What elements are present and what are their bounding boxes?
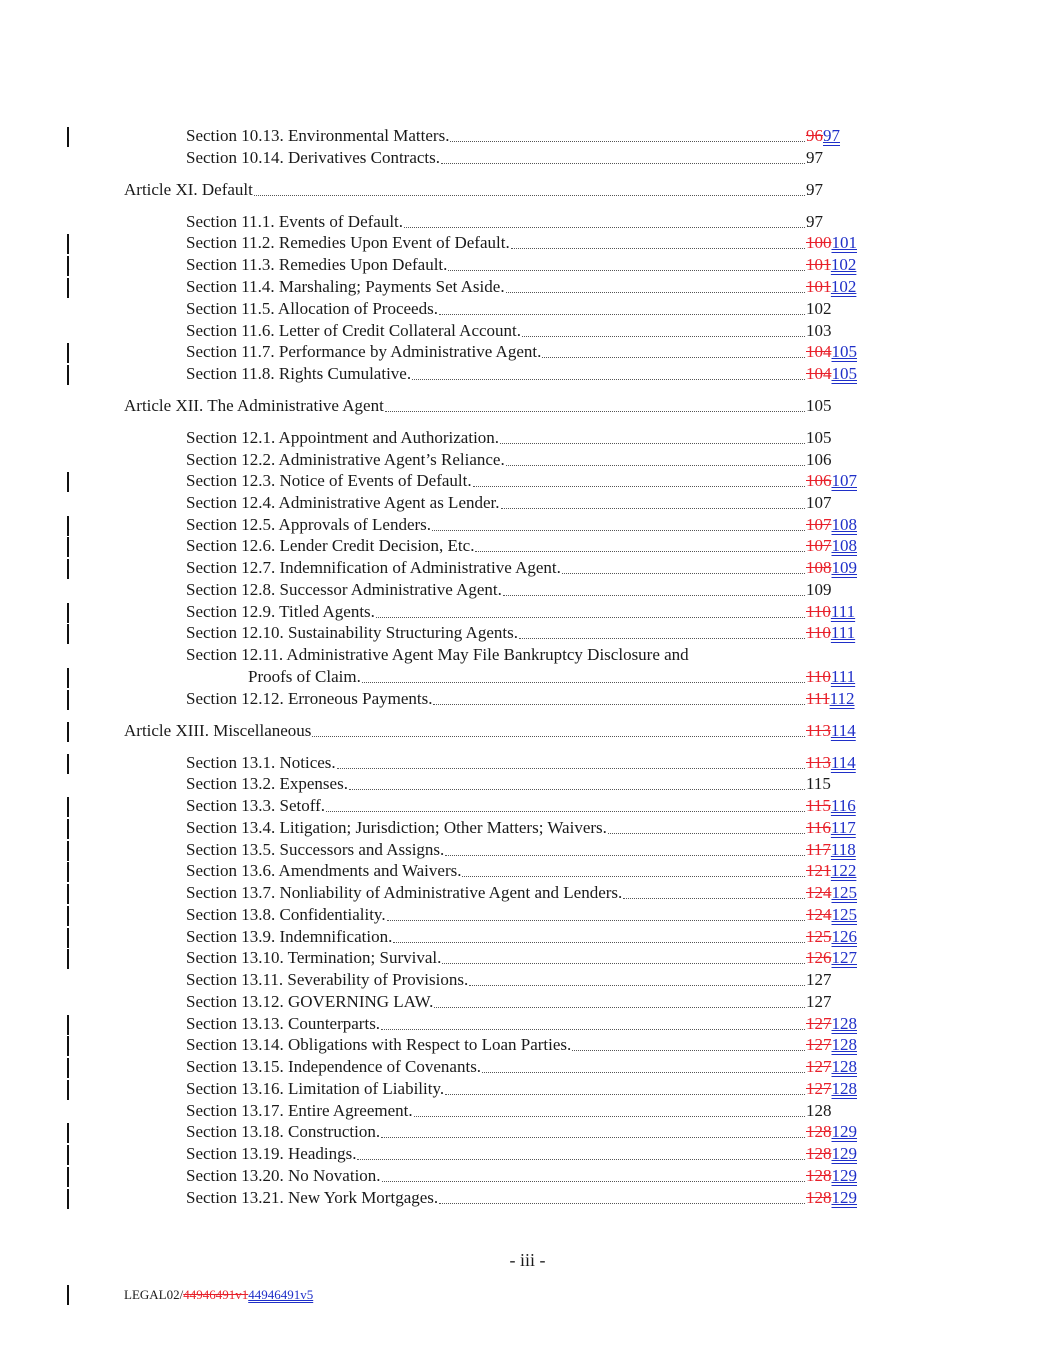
toc-page-number <box>806 1013 864 1035</box>
change-bar <box>67 1123 69 1143</box>
toc-entry-title: Section 13.2. Expenses. <box>186 774 348 793</box>
change-bar <box>67 472 69 492</box>
change-bar <box>67 516 69 536</box>
dot-leader <box>469 984 805 986</box>
toc-page-number: 103 <box>806 321 832 340</box>
change-bar <box>67 256 69 276</box>
toc-entry-title: Section 13.16. Limitation of Liability. <box>186 1079 445 1098</box>
toc-section-entry[interactable] <box>186 1078 864 1100</box>
inserted-page-number[interactable]: 118 <box>830 840 856 859</box>
toc-section-entry[interactable] <box>186 752 864 774</box>
dot-leader <box>511 247 805 249</box>
toc-section-entry[interactable] <box>186 904 864 926</box>
inserted-page-number[interactable]: 114 <box>830 753 856 772</box>
toc-page-number <box>806 1078 864 1100</box>
inserted-page-number[interactable]: 102 <box>830 277 857 296</box>
toc-section-entry[interactable] <box>186 1034 864 1056</box>
change-bar <box>67 1189 69 1209</box>
toc-page-number: 127 <box>806 992 832 1011</box>
toc-entry-title: Section 11.1. Events of Default. <box>186 212 404 231</box>
toc-entry-title: Section 13.19. Headings. <box>186 1144 357 1163</box>
toc-page-number <box>806 254 864 276</box>
deleted-page-number: 124 <box>806 883 832 902</box>
toc-page-number <box>806 839 864 861</box>
toc-section-entry[interactable] <box>186 817 864 839</box>
dot-leader <box>381 1136 805 1138</box>
toc-section-entry[interactable] <box>186 298 864 320</box>
change-bar <box>67 819 69 839</box>
toc-article-entry[interactable] <box>124 179 864 201</box>
inserted-page-number[interactable]: 102 <box>830 255 857 274</box>
toc-section-entry[interactable] <box>186 320 864 342</box>
deleted-page-number: 100 <box>806 233 832 252</box>
deleted-page-number: 128 <box>806 1166 832 1185</box>
toc-entry-title: Section 10.14. Derivatives Contracts. <box>186 148 441 167</box>
dot-leader <box>473 485 805 487</box>
toc-article-entry[interactable] <box>124 720 864 742</box>
toc-entry-title: Section 13.3. Setoff. <box>186 796 325 815</box>
toc-section-entry[interactable] <box>186 601 864 623</box>
change-bar <box>67 722 69 742</box>
toc-section-entry[interactable] <box>186 947 864 969</box>
toc-page-number: 97 <box>806 148 823 167</box>
toc-entry-title: Section 11.2. Remedies Upon Event of Default. <box>186 233 510 252</box>
toc-section-entry[interactable] <box>186 1165 864 1187</box>
toc-entry-title: Section 12.1. Appointment and Authorization. <box>186 428 500 447</box>
change-bar <box>67 624 69 644</box>
dot-leader <box>357 1158 805 1160</box>
inserted-page-number[interactable]: 126 <box>831 927 857 946</box>
inserted-page-number[interactable]: 111 <box>830 667 856 686</box>
inserted-page-number[interactable]: 97 <box>823 126 840 145</box>
dot-leader <box>404 226 805 228</box>
toc-page-number <box>806 817 864 839</box>
toc-entry-title: Section 13.15. Independence of Covenants. <box>186 1057 482 1076</box>
toc-entry-title: Section 13.14. Obligations with Respect to Loan Parties. <box>186 1035 572 1054</box>
toc-section-entry[interactable] <box>186 688 864 710</box>
dot-leader <box>312 735 805 737</box>
dot-leader <box>326 810 805 812</box>
change-bar <box>67 754 69 774</box>
document-id-deleted: 44946491v1 <box>183 1287 249 1302</box>
toc-section-entry[interactable] <box>186 211 864 233</box>
deleted-page-number: 125 <box>806 927 832 946</box>
change-bar <box>67 884 69 904</box>
inserted-page-number[interactable]: 112 <box>829 689 855 708</box>
toc-page-number <box>806 276 864 298</box>
deleted-page-number: 104 <box>806 342 832 361</box>
toc-entry-title: Section 13.4. Litigation; Jurisdiction; Other Matters; Waivers. <box>186 818 607 837</box>
toc-section-entry[interactable] <box>186 535 864 557</box>
toc-page-number <box>806 720 864 742</box>
toc-page-number <box>806 363 864 385</box>
deleted-page-number: 108 <box>806 558 832 577</box>
toc-section-entry[interactable] <box>248 666 864 688</box>
toc-entry-title: Section 13.5. Successors and Assigns. <box>186 840 445 859</box>
toc-entry-title: Section 12.10. Sustainability Structuring Agents. <box>186 623 518 642</box>
dot-leader <box>445 1093 805 1095</box>
inserted-page-number[interactable]: 108 <box>831 536 857 555</box>
change-bar <box>67 906 69 926</box>
deleted-page-number: 107 <box>806 515 832 534</box>
toc-entry-title: Section 13.1. Notices. <box>186 753 336 772</box>
dot-leader <box>387 919 805 921</box>
dot-leader <box>506 464 805 466</box>
toc-section-entry[interactable] <box>186 557 864 579</box>
dot-leader <box>522 335 805 337</box>
deleted-page-number: 107 <box>806 536 832 555</box>
toc-section-entry[interactable] <box>186 1187 864 1209</box>
deleted-page-number: 127 <box>806 1079 832 1098</box>
toc-entry-title: Section 13.20. No Novation. <box>186 1166 381 1185</box>
toc-page-number <box>806 947 864 969</box>
toc-section-entry[interactable] <box>186 276 864 298</box>
dot-leader <box>433 703 805 705</box>
toc-section-entry[interactable] <box>186 773 864 795</box>
toc-entry-title: Section 11.7. Performance by Administrative Agent. <box>186 342 542 361</box>
inserted-page-number[interactable]: 111 <box>830 602 856 621</box>
toc-entry-title: Section 11.4. Marshaling; Payments Set Aside. <box>186 277 505 296</box>
toc-page-number: 106 <box>806 450 832 469</box>
toc-entry-title: Section 13.11. Severability of Provisions. <box>186 970 469 989</box>
deleted-page-number: 116 <box>806 818 831 837</box>
deleted-page-number: 111 <box>806 689 830 708</box>
deleted-page-number: 124 <box>806 905 832 924</box>
inserted-page-number[interactable]: 128 <box>831 1014 857 1033</box>
dot-leader <box>442 962 805 964</box>
toc-page-number <box>806 688 864 710</box>
inserted-page-number[interactable]: 127 <box>831 948 857 967</box>
document-id-inserted: 44946491v5 <box>248 1287 314 1302</box>
toc-page-number: 127 <box>806 970 832 989</box>
toc-entry-title: Section 11.8. Rights Cumulative. <box>186 364 412 383</box>
toc-section-entry[interactable] <box>186 125 864 147</box>
toc-entry-title: Section 11.6. Letter of Credit Collateral Account. <box>186 321 522 340</box>
dot-leader <box>385 410 805 412</box>
change-bar <box>67 797 69 817</box>
toc-page-number <box>806 535 864 557</box>
toc-section-entry[interactable] <box>186 1056 864 1078</box>
deleted-page-number: 128 <box>806 1188 832 1207</box>
inserted-page-number[interactable]: 128 <box>831 1057 857 1076</box>
inserted-page-number[interactable]: 129 <box>831 1188 857 1207</box>
inserted-page-number[interactable]: 105 <box>831 342 857 361</box>
toc-section-entry[interactable] <box>186 926 864 948</box>
toc-entry-title: Section 12.6. Lender Credit Decision, Etc. <box>186 536 475 555</box>
dot-leader <box>448 269 805 271</box>
deleted-page-number: 117 <box>806 840 831 859</box>
change-bar <box>67 668 69 688</box>
inserted-page-number[interactable]: 122 <box>830 861 857 880</box>
deleted-page-number: 110 <box>806 667 831 686</box>
change-bar <box>67 603 69 623</box>
toc-page-number <box>806 470 864 492</box>
dot-leader <box>562 572 805 574</box>
toc-section-entry[interactable] <box>186 254 864 276</box>
deleted-page-number: 126 <box>806 948 832 967</box>
toc-entry-title: Section 13.8. Confidentiality. <box>186 905 386 924</box>
dot-leader <box>482 1071 805 1073</box>
toc-section-entry[interactable] <box>186 839 864 861</box>
toc-section-entry[interactable] <box>186 991 864 1013</box>
dot-leader <box>500 442 805 444</box>
dot-leader <box>254 194 805 196</box>
toc-entry-title: Section 13.7. Nonliability of Administrative Agent and Lenders. <box>186 883 623 902</box>
dot-leader <box>382 1180 805 1182</box>
toc-page-number <box>806 860 864 882</box>
dot-leader <box>506 291 805 293</box>
dot-leader <box>519 637 805 639</box>
toc-entry-title: Section 12.4. Administrative Agent as Lender. <box>186 493 500 512</box>
toc-entry-title: Section 11.3. Remedies Upon Default. <box>186 255 448 274</box>
toc-page-number <box>806 557 864 579</box>
toc-section-entry[interactable] <box>186 492 864 514</box>
toc-entry-title: Section 13.10. Termination; Survival. <box>186 948 442 967</box>
inserted-page-number[interactable]: 116 <box>830 796 856 815</box>
dot-leader <box>337 767 805 769</box>
toc-page-number: 115 <box>806 774 831 793</box>
inserted-page-number[interactable]: 125 <box>831 905 857 924</box>
change-bar <box>67 1167 69 1187</box>
dot-leader <box>381 1028 805 1030</box>
toc-entry-title: Section 12.12. Erroneous Payments. <box>186 689 433 708</box>
toc-entry-title: Section 13.9. Indemnification. <box>186 927 393 946</box>
toc-section-entry[interactable] <box>186 969 864 991</box>
change-bar <box>67 1015 69 1035</box>
dot-leader <box>376 616 805 618</box>
change-bar <box>67 343 69 363</box>
toc-page-number: 128 <box>806 1101 832 1120</box>
toc-article-entry[interactable] <box>124 395 864 417</box>
toc-page-number <box>806 232 864 254</box>
change-bar <box>67 365 69 385</box>
toc-page-number <box>806 125 864 147</box>
toc-entry-title: Section 13.21. New York Mortgages. <box>186 1188 439 1207</box>
inserted-page-number[interactable]: 128 <box>831 1079 857 1098</box>
toc-page-number: 97 <box>806 180 823 199</box>
toc-entry-title: Section 12.11. Administrative Agent May File Bankruptcy Disclosure and <box>186 645 689 664</box>
toc-page-number: 107 <box>806 493 832 512</box>
page-number: - iii - <box>509 1250 546 1270</box>
dot-leader <box>542 356 805 358</box>
toc-page-number <box>806 1121 864 1143</box>
toc-page-number <box>806 514 864 536</box>
dot-leader <box>623 897 805 899</box>
dot-leader <box>362 681 805 683</box>
toc-page-number <box>806 904 864 926</box>
dot-leader <box>412 378 805 380</box>
toc-entry-title: Section 11.5. Allocation of Proceeds. <box>186 299 438 318</box>
deleted-page-number: 128 <box>806 1122 832 1141</box>
toc-entry-title: Section 12.8. Successor Administrative Agent. <box>186 580 502 599</box>
dot-leader <box>462 875 805 877</box>
deleted-page-number: 113 <box>806 753 831 772</box>
inserted-page-number[interactable]: 117 <box>830 818 856 837</box>
toc-entry-title: Section 13.13. Counterparts. <box>186 1014 381 1033</box>
inserted-page-number[interactable]: 128 <box>831 1035 857 1054</box>
dot-leader <box>608 832 805 834</box>
dot-leader <box>441 162 805 164</box>
toc-entry-title: Section 12.5. Approvals of Lenders. <box>186 515 432 534</box>
toc-entry-title: Section 10.13. Environmental Matters. <box>186 126 450 145</box>
dot-leader <box>445 854 805 856</box>
toc-section-entry[interactable] <box>186 1143 864 1165</box>
toc-entry-title: Article XI. Default <box>124 180 253 199</box>
dot-leader <box>501 507 805 509</box>
toc-section-entry[interactable] <box>186 514 864 536</box>
toc-section-entry[interactable] <box>186 449 864 471</box>
toc-page-number <box>806 666 864 688</box>
dot-leader <box>439 313 805 315</box>
deleted-page-number: 101 <box>806 277 831 296</box>
toc-section-entry[interactable] <box>186 341 864 363</box>
change-bar <box>67 1036 69 1056</box>
deleted-page-number: 127 <box>806 1014 832 1033</box>
change-bar <box>67 690 69 710</box>
deleted-page-number: 96 <box>806 126 823 145</box>
toc-section-entry[interactable] <box>186 795 864 817</box>
dot-leader <box>475 550 805 552</box>
dot-leader <box>434 1006 805 1008</box>
toc-section-entry[interactable] <box>186 882 864 904</box>
dot-leader <box>414 1115 805 1117</box>
inserted-page-number[interactable]: 129 <box>831 1122 857 1141</box>
toc-page-number <box>806 341 864 363</box>
change-bar <box>67 559 69 579</box>
inserted-page-number[interactable]: 107 <box>831 471 857 490</box>
dot-leader <box>393 941 805 943</box>
change-bar <box>67 862 69 882</box>
deleted-page-number: 104 <box>806 364 832 383</box>
toc-section-entry[interactable] <box>186 579 864 601</box>
deleted-page-number: 110 <box>806 623 831 642</box>
change-bar <box>67 1285 69 1305</box>
change-bar <box>67 234 69 254</box>
dot-leader <box>349 788 805 790</box>
toc-section-entry[interactable] <box>186 232 864 254</box>
inserted-page-number[interactable]: 125 <box>831 883 857 902</box>
toc-page-number <box>806 752 864 774</box>
deleted-page-number: 101 <box>806 255 831 274</box>
toc-section-entry[interactable] <box>186 470 864 492</box>
toc-page-number <box>806 622 864 644</box>
deleted-page-number: 106 <box>806 471 832 490</box>
change-bar <box>67 537 69 557</box>
deleted-page-number: 113 <box>806 721 831 740</box>
toc-entry-title: Section 12.2. Administrative Agent’s Reliance. <box>186 450 505 469</box>
inserted-page-number[interactable]: 109 <box>831 558 857 577</box>
toc-section-entry[interactable] <box>186 427 864 449</box>
deleted-page-number: 127 <box>806 1035 832 1054</box>
change-bar <box>67 949 69 969</box>
toc-page-number: 102 <box>806 299 832 318</box>
inserted-page-number[interactable]: 108 <box>831 515 857 534</box>
dot-leader <box>503 594 805 596</box>
toc-page-number: 105 <box>806 428 832 447</box>
toc-section-entry[interactable] <box>186 1121 864 1143</box>
toc-page-number <box>806 795 864 817</box>
document-id-prefix: LEGAL02/ <box>124 1287 184 1302</box>
deleted-page-number: 128 <box>806 1144 832 1163</box>
toc-section-entry[interactable] <box>186 860 864 882</box>
toc-entry-title: Section 13.12. GOVERNING LAW. <box>186 992 434 1011</box>
change-bar <box>67 278 69 298</box>
toc-section-entry[interactable] <box>186 1013 864 1035</box>
toc-entry-title: Article XIII. Miscellaneous <box>124 721 312 740</box>
toc-page-number <box>806 926 864 948</box>
toc-entry-title: Article XII. The Administrative Agent <box>124 396 384 415</box>
toc-page-number: 109 <box>806 580 832 599</box>
toc-page-number: 105 <box>806 396 832 415</box>
deleted-page-number: 121 <box>806 861 831 880</box>
inserted-page-number[interactable]: 114 <box>830 721 856 740</box>
inserted-page-number[interactable]: 101 <box>831 233 857 252</box>
document-id <box>124 1287 313 1303</box>
deleted-page-number: 110 <box>806 602 831 621</box>
inserted-page-number[interactable]: 129 <box>831 1166 857 1185</box>
dot-leader <box>432 529 805 531</box>
toc-section-entry[interactable] <box>186 622 864 644</box>
change-bar <box>67 1080 69 1100</box>
toc-section-entry[interactable] <box>186 363 864 385</box>
dot-leader <box>572 1049 805 1051</box>
toc-entry-title: Section 12.9. Titled Agents. <box>186 602 375 621</box>
inserted-page-number[interactable]: 129 <box>831 1144 857 1163</box>
deleted-page-number: 127 <box>806 1057 832 1076</box>
toc-section-entry[interactable] <box>186 1100 864 1122</box>
change-bar <box>67 841 69 861</box>
toc-page-number: 97 <box>806 212 823 231</box>
toc-entry-title: Section 13.6. Amendments and Waivers. <box>186 861 462 880</box>
toc-entry-title: Section 12.7. Indemnification of Administrative Agent. <box>186 558 561 577</box>
toc-page-number <box>806 601 864 623</box>
toc-page-number <box>806 1143 864 1165</box>
toc-entry-title: Proofs of Claim. <box>248 667 361 686</box>
toc-section-entry[interactable] <box>186 147 864 169</box>
toc-entry-title: Section 13.17. Entire Agreement. <box>186 1101 413 1120</box>
deleted-page-number: 115 <box>806 796 831 815</box>
dot-leader <box>450 140 805 142</box>
toc-page-number <box>806 1034 864 1056</box>
inserted-page-number[interactable]: 111 <box>830 623 856 642</box>
change-bar <box>67 127 69 147</box>
toc-page-number <box>806 1187 864 1209</box>
toc-entry-title: Section 12.3. Notice of Events of Default. <box>186 471 472 490</box>
toc-entry-title: Section 13.18. Construction. <box>186 1122 381 1141</box>
change-bar <box>67 1145 69 1165</box>
inserted-page-number[interactable]: 105 <box>831 364 857 383</box>
change-bar <box>67 1058 69 1078</box>
toc-page-number <box>806 882 864 904</box>
toc-page-number <box>806 1165 864 1187</box>
toc-section-entry[interactable] <box>186 644 864 666</box>
toc-page-number <box>806 1056 864 1078</box>
change-bar <box>67 928 69 948</box>
dot-leader <box>439 1202 805 1204</box>
